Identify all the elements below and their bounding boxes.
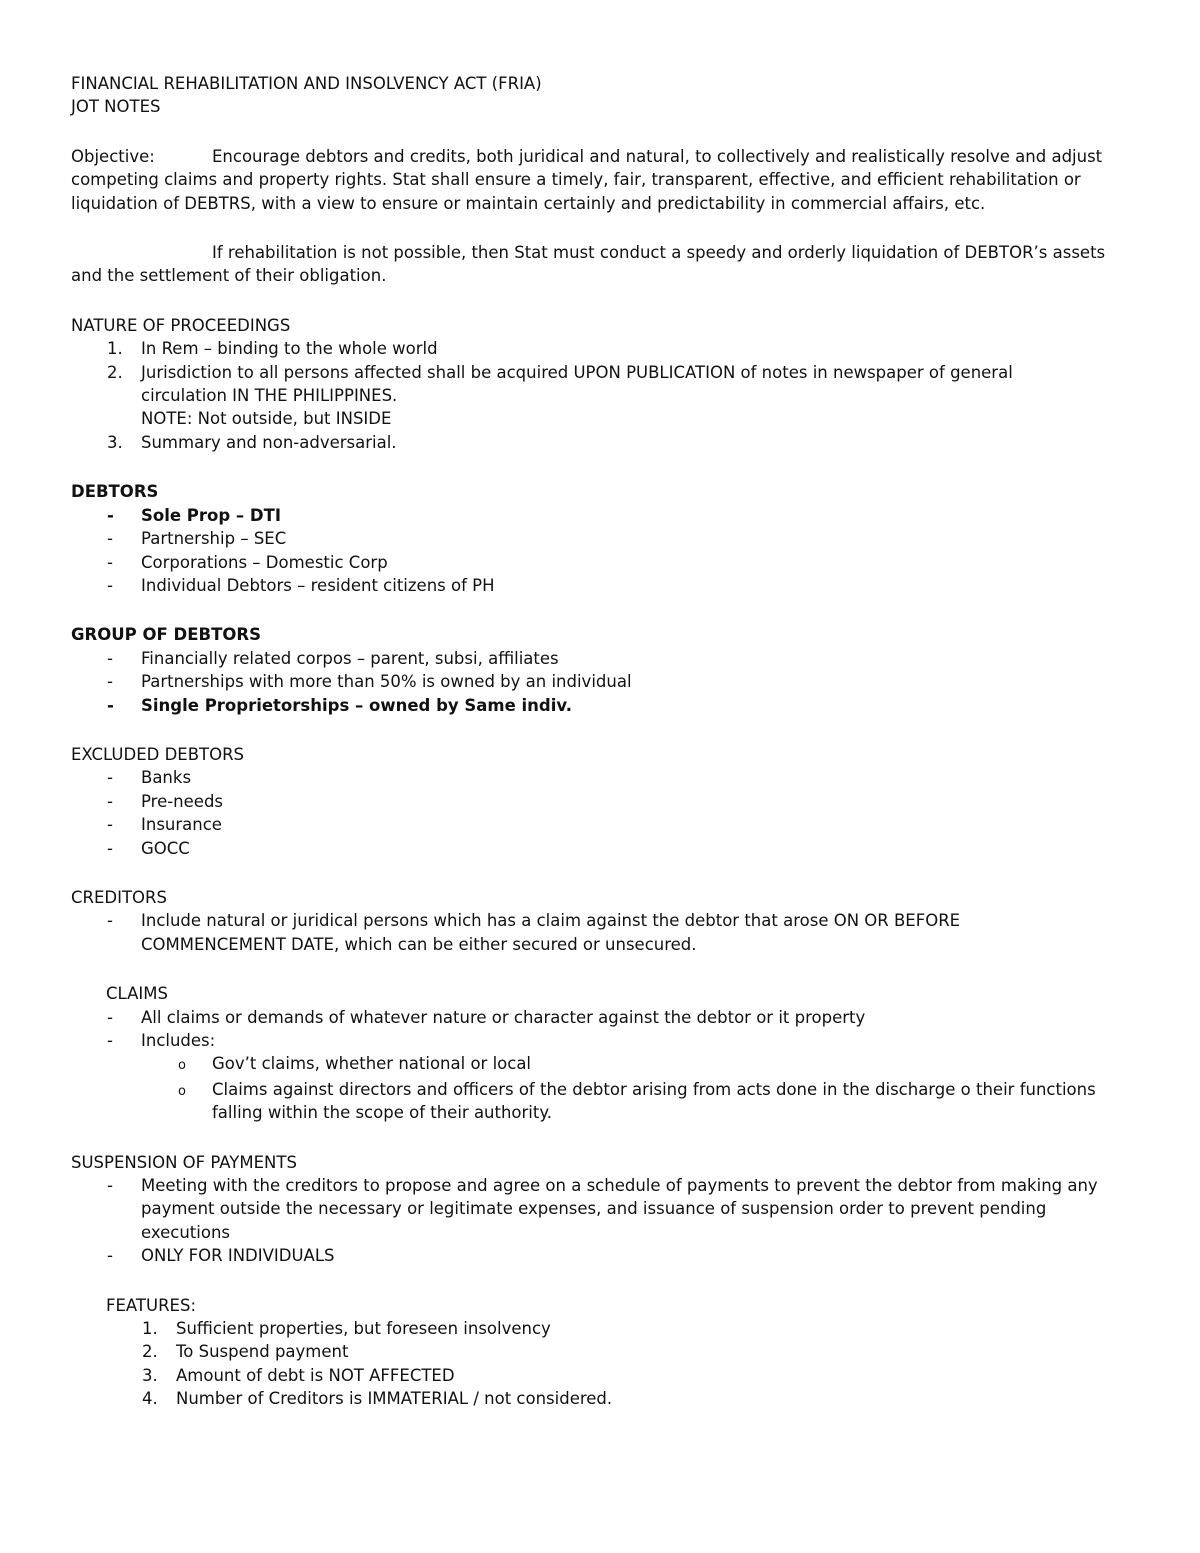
dash-bullet: -: [107, 695, 114, 715]
objective-label: Objective:: [71, 146, 155, 166]
document-title: FINANCIAL REHABILITATION AND INSOLVENCY ACT (FRIA): [71, 74, 542, 93]
dash-bullet: -: [107, 838, 113, 858]
list-item-text: Sufficient properties, but foreseen insolvency: [176, 1319, 551, 1339]
list-item: [71, 504, 1121, 527]
list-item-text: In Rem – binding to the whole world: [141, 339, 438, 359]
list-item: [71, 694, 1121, 717]
list-number: 1.: [142, 1319, 158, 1339]
list-item-text: ONLY FOR INDIVIDUALS: [141, 1246, 335, 1266]
dash-bullet: -: [107, 911, 113, 931]
list-number: 3.: [142, 1365, 158, 1385]
list-number: 2.: [107, 362, 123, 382]
list-item: [71, 431, 1121, 454]
list-item-text: GOCC: [141, 838, 190, 858]
section-heading-claims: CLAIMS: [106, 984, 168, 1004]
section-heading-nature: NATURE OF PROCEEDINGS: [71, 315, 291, 335]
list-item: [71, 527, 1121, 550]
dash-bullet: -: [107, 648, 113, 668]
section-heading-creditors: CREDITORS: [71, 887, 167, 907]
dash-bullet: -: [107, 575, 113, 595]
sub-list-item: [71, 1078, 1121, 1125]
list-item: [71, 909, 1121, 956]
list-item-text: To Suspend payment: [176, 1342, 349, 1362]
list-item-note: NOTE: Not outside, but INSIDE: [141, 409, 392, 429]
dash-bullet: -: [107, 529, 113, 549]
list-number: 2.: [142, 1342, 158, 1362]
list-item-text: Insurance: [141, 815, 222, 835]
dash-bullet: -: [107, 1246, 113, 1266]
list-item: [71, 813, 1121, 836]
circle-bullet: o: [178, 1083, 186, 1099]
list-item: [71, 1174, 1121, 1244]
list-item: [71, 574, 1121, 597]
sub-list-item-text: Claims against directors and officers of the debtor arising from acts done in the discharge o their functions falling within the scope of their authority.: [212, 1079, 1096, 1123]
dash-bullet: -: [107, 791, 113, 811]
list-item-text: Amount of debt is NOT AFFECTED: [176, 1365, 455, 1385]
list-item-text: Includes:: [141, 1031, 216, 1051]
list-item-text: Meeting with the creditors to propose and agree on a schedule of payments to prevent the debtor from making any payment outside the necessary or legitimate expenses, and issuance of suspension order to prevent pending executions: [141, 1176, 1098, 1242]
list-item-text: Individual Debtors – resident citizens of PH: [141, 575, 495, 595]
list-item: [71, 670, 1121, 693]
list-item-text: Pre-needs: [141, 791, 224, 811]
list-item: [71, 1340, 1121, 1363]
list-item: [71, 1364, 1121, 1387]
document-subtitle: JOT NOTES: [71, 97, 161, 117]
list-item-text: Sole Prop – DTI: [141, 505, 282, 525]
list-item: [71, 1006, 1121, 1029]
list-item: [71, 837, 1121, 860]
circle-bullet: o: [178, 1058, 186, 1074]
section-heading-excluded: EXCLUDED DEBTORS: [71, 744, 245, 764]
list-item-text: Include natural or juridical persons which has a claim against the debtor that arose ON OR BEFORE COMMENCEMENT DATE, which can be either secured or unsecured.: [141, 911, 961, 954]
list-item: [71, 1029, 1121, 1052]
section-heading-suspension: SUSPENSION OF PAYMENTS: [71, 1152, 297, 1172]
list-item: [71, 1317, 1121, 1340]
dash-bullet: -: [107, 552, 113, 572]
dash-bullet: -: [107, 1031, 113, 1051]
dash-bullet: -: [107, 815, 113, 835]
objective-text: Encourage debtors and credits, both juridical and natural, to collectively and realistically resolve and adjust competing claims and property rights. Stat shall ensure a timely, fair, transparent, effective, and efficient rehabilitation or liquidation of DEBTRS, with a view to ensure or maintain certainly and predictability in commercial affairs, etc.: [71, 146, 1103, 213]
list-item-text: Banks: [141, 768, 192, 788]
list-item: [71, 337, 1121, 360]
list-item-text: Summary and non-adversarial.: [141, 432, 397, 452]
list-item-text: Financially related corpos – parent, subsi, affiliates: [141, 648, 559, 668]
section-heading-group: GROUP OF DEBTORS: [71, 625, 261, 645]
list-item: [71, 1387, 1121, 1410]
list-item-text: Partnership – SEC: [141, 529, 287, 549]
section-heading-features: FEATURES:: [106, 1295, 197, 1315]
list-item: [71, 361, 1121, 408]
list-item: [71, 790, 1121, 813]
list-item: [71, 766, 1121, 789]
list-item-text: Number of Creditors is IMMATERIAL / not considered.: [176, 1389, 613, 1409]
objective-text-2: If rehabilitation is not possible, then Stat must conduct a speedy and orderly liquidation of DEBTOR’s assets and the settlement of their obligation.: [71, 243, 1106, 286]
section-heading-debtors: DEBTORS: [71, 482, 159, 502]
list-item: [71, 551, 1121, 574]
list-item-text: Single Proprietorships – owned by Same indiv.: [141, 695, 573, 715]
list-number: 4.: [142, 1389, 158, 1409]
list-number: 3.: [107, 432, 123, 452]
dash-bullet: -: [107, 1176, 113, 1196]
dash-bullet: -: [107, 505, 114, 525]
list-number: 1.: [107, 339, 123, 359]
dash-bullet: -: [107, 1007, 113, 1027]
sub-list-item: [71, 1052, 1121, 1077]
list-item: [71, 647, 1121, 670]
list-item-text: Partnerships with more than 50% is owned by an individual: [141, 672, 632, 692]
list-item-text: Corporations – Domestic Corp: [141, 552, 388, 572]
list-item-text: Jurisdiction to all persons affected shall be acquired UPON PUBLICATION of notes in newspaper of general circulation IN THE PHILIPPINES.: [141, 362, 1013, 406]
list-item: [71, 1244, 1121, 1267]
document-page: [71, 72, 1121, 1411]
sub-list-item-text: Gov’t claims, whether national or local: [212, 1054, 532, 1074]
dash-bullet: -: [107, 672, 113, 692]
dash-bullet: -: [107, 768, 113, 788]
list-item-text: All claims or demands of whatever nature or character against the debtor or it property: [141, 1007, 866, 1027]
